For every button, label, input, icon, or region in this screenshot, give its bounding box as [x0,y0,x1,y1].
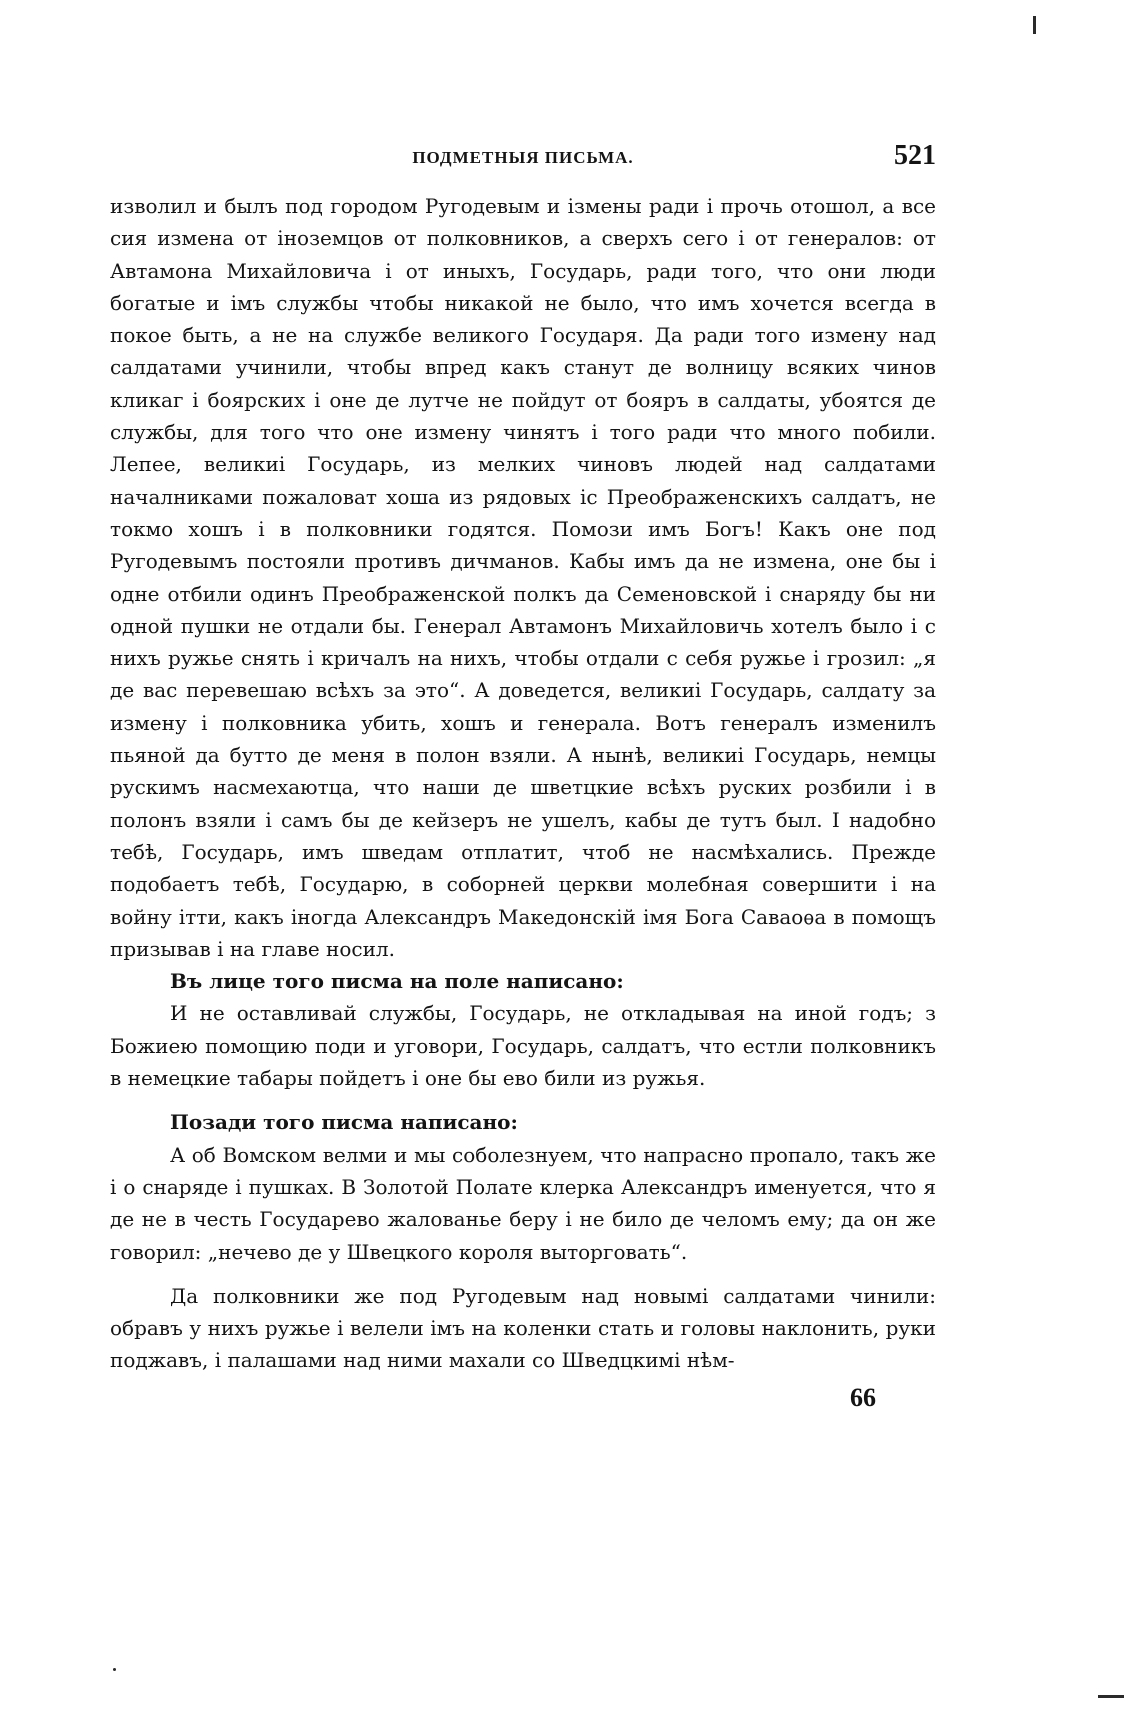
body-text [110,190,936,1377]
scan-mark-top [1033,16,1036,34]
scan-mark-bottom [1098,1695,1124,1698]
page-number: 521 [894,140,936,171]
paragraph-4: Позади того писма написано: [170,1110,518,1135]
paragraph-1: изволил и былъ под городом Ругодевым и ізмены ради і прочь отошол, а все сия измена от іноземцов от полковников, а сверхъ сего і от генералов: от Автамона Михайловича і от иныхъ, Государь, ради того, что они люди богатые и імъ службы чтобы никакой не было, что имъ хочется всегда в покое быть, а не на службе великого Государя. Да ради того измену над салдатами учинили, чтобы впред какъ станут де волницу всяких чинов кликаг і боярских і оне де лутче не пойдут от бояръ в салдаты, убоятся де службы, для того что оне измену чинятъ і того ради что много побили. Лепее, великиі Государь, из мелких чиновъ людей над салдатами началниками пожаловат хоша из рядовых іс Преображенскихъ салдатъ, не токмо хошъ і в полковники годятся. Помози имъ Богъ! Какъ оне под Ругодевымъ постояли противъ дичманов. Кабы имъ да не измена, оне бы і одне отбили одинъ Преображенской полкъ да Семеновской і снаряду бы ни одной пушки не отдали бы. Генерал Автамонъ Михайловичь хотелъ было і с нихъ ружье снять і кричалъ на нихъ, чтобы отдали с себя ружье і грозил: „я де вас перевешаю всѣхъ за это“. А доведется, великиі Государь, салдату за измену і полковника убить, хошъ и генерала. Вотъ генералъ изменилъ пьяной да бутто де меня в полон взяли. А нынѣ, великиі Государь, немцы рускимъ насмехаютца, что наши де шветцкие всѣхъ руских розбили і в полонъ взяли і самъ бы де кейзеръ не ушелъ, кабы де тутъ был. І надобно тебѣ, Государь, имъ шведам отплатит, чтоб не насмѣхались. Прежде подобаетъ тебѣ, Государю, в соборней церкви молебная совершити і на войну ітти, какъ іногда Александръ Македонскій імя Бога Саваоѳа в помощъ призывав і на главе носил. [110,194,936,961]
paragraph-2: Въ лице того писма на поле написано: [170,969,624,994]
paragraph-5: А об Вомском велми и мы соболезнуем, что напрасно пропало, такъ же і о снаряде і пушках. В Золотой Полате клерка Александръ именуется, что я де не в честь Государево жалованье беру і не било де челомъ ему; да он же говорил: „нечево де у Швецкого короля выторговать“. [110,1142,936,1264]
running-head [110,132,936,180]
paragraph-6: Да полковники же под Ругодевым над новымі салдатами чинили: обравъ у нихъ ружье і велели імъ на коленки стать и головы наклонить, руки поджавъ, і палашами над ними махали со Шведцкимі нѣм- [110,1283,936,1373]
running-title: ПОДМЕТНЫЯ ПИСЬМА. [412,148,634,167]
scan-mark-dot [113,1668,116,1671]
signature-mark: 66 [850,1382,876,1412]
paragraph-3: И не оставливай службы, Государь, не откладывая на иной годъ; з Божиею помощию поди и уговори, Государь, салдатъ, что естли полковникъ в немецкие табары пойдетъ і оне бы ево били из ружья. [110,1001,936,1091]
book-page [110,132,936,1413]
